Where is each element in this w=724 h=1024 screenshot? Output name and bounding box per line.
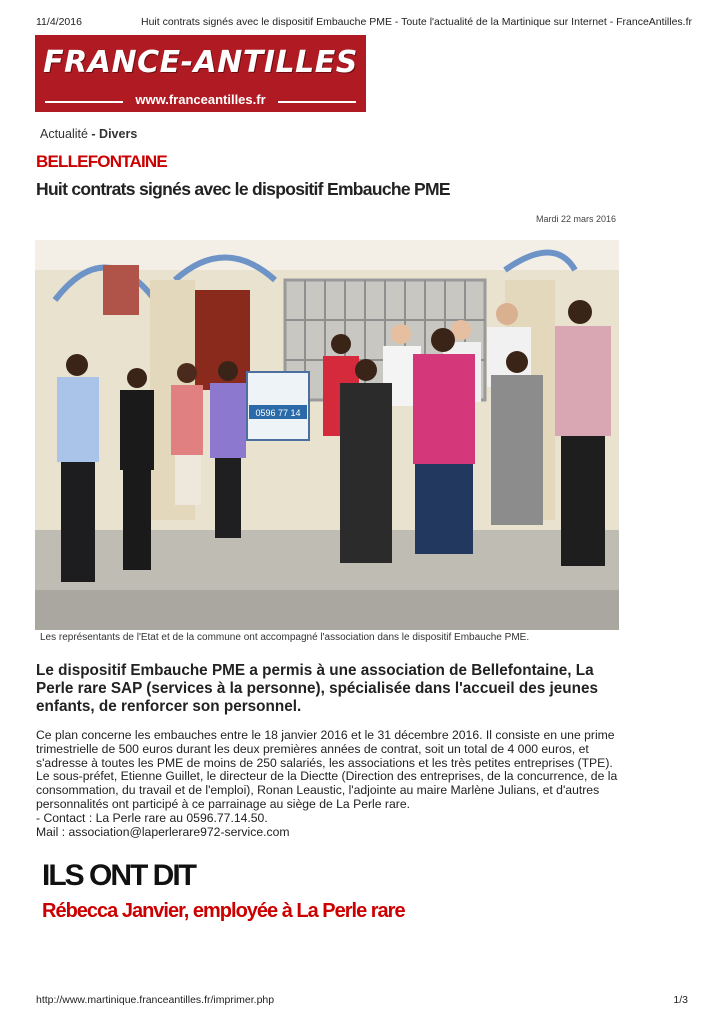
body-paragraph: - Contact : La Perle rare au 0596.77.14.50. [36, 810, 268, 825]
body-paragraph: Mail : association@laperlerare972-service.com [36, 824, 290, 839]
article-headline: Huit contrats signés avec le dispositif Embauche PME [36, 179, 450, 199]
photo-sign-text: 0596 77 14 [255, 408, 301, 418]
body-paragraph: Le sous-préfet, Etienne Guillet, le directeur de la Diectte (Direction des entreprises, de la concurrence, de la consommation, du travail et de l'emploi), Ronan Leaustic, l'adjointe au maire Marlène Julians, et d'autres personnalités ont participé à ce parrainage au siège de La Perle rare. [36, 769, 618, 811]
article-body [36, 729, 626, 839]
breadcrumb-root[interactable]: Actualité [40, 127, 88, 141]
article-lead: Le dispositif Embauche PME a permis à une association de Bellefontaine, La Perle rare SAP (services à la personne), spécialisée dans l'accueil des jeunes enfants, de renforcer son personnel. [36, 662, 598, 715]
print-date: 11/4/2016 [36, 16, 82, 28]
article-kicker: BELLEFONTAINE [36, 152, 167, 171]
france-antilles-logo[interactable] [35, 35, 366, 112]
group-photo-illustration [35, 240, 619, 630]
photo-caption: Les représentants de l'Etat et de la commune ont accompagné l'association dans le dispositif Embauche PME. [40, 632, 530, 643]
footer-url[interactable]: http://www.martinique.franceantilles.fr/imprimer.php [36, 994, 275, 1006]
article-photo [35, 240, 619, 630]
print-page-title: Huit contrats signés avec le dispositif Embauche PME - Toute l'actualité de la Martinique sur Internet - FranceAntilles.fr [141, 16, 692, 28]
section-title: ILS ONT DIT [42, 859, 195, 892]
footer-page-number: 1/3 [673, 994, 688, 1006]
article-date: Mardi 22 mars 2016 [535, 214, 616, 224]
breadcrumb-section[interactable]: - Divers [87, 127, 138, 141]
section-subtitle: Rébecca Janvier, employée à La Perle rare [42, 900, 405, 922]
logo-url: www.franceantilles.fr [135, 92, 266, 107]
logo-rule-right [278, 101, 356, 103]
body-paragraph: Ce plan concerne les embauches entre le 18 janvier 2016 et le 31 décembre 2016. Il consiste en une prime trimestrielle de 500 euros durant les deux premières années de contrat, soit un total de 4 000 euros, et s'adresse à toutes les PME de moins de 250 salariés, les associations et les très petites entreprises (TPE). [36, 728, 615, 770]
print-header [36, 16, 692, 30]
logo-brand: FRANCE-ANTILLES [43, 45, 358, 80]
breadcrumb [40, 127, 137, 141]
